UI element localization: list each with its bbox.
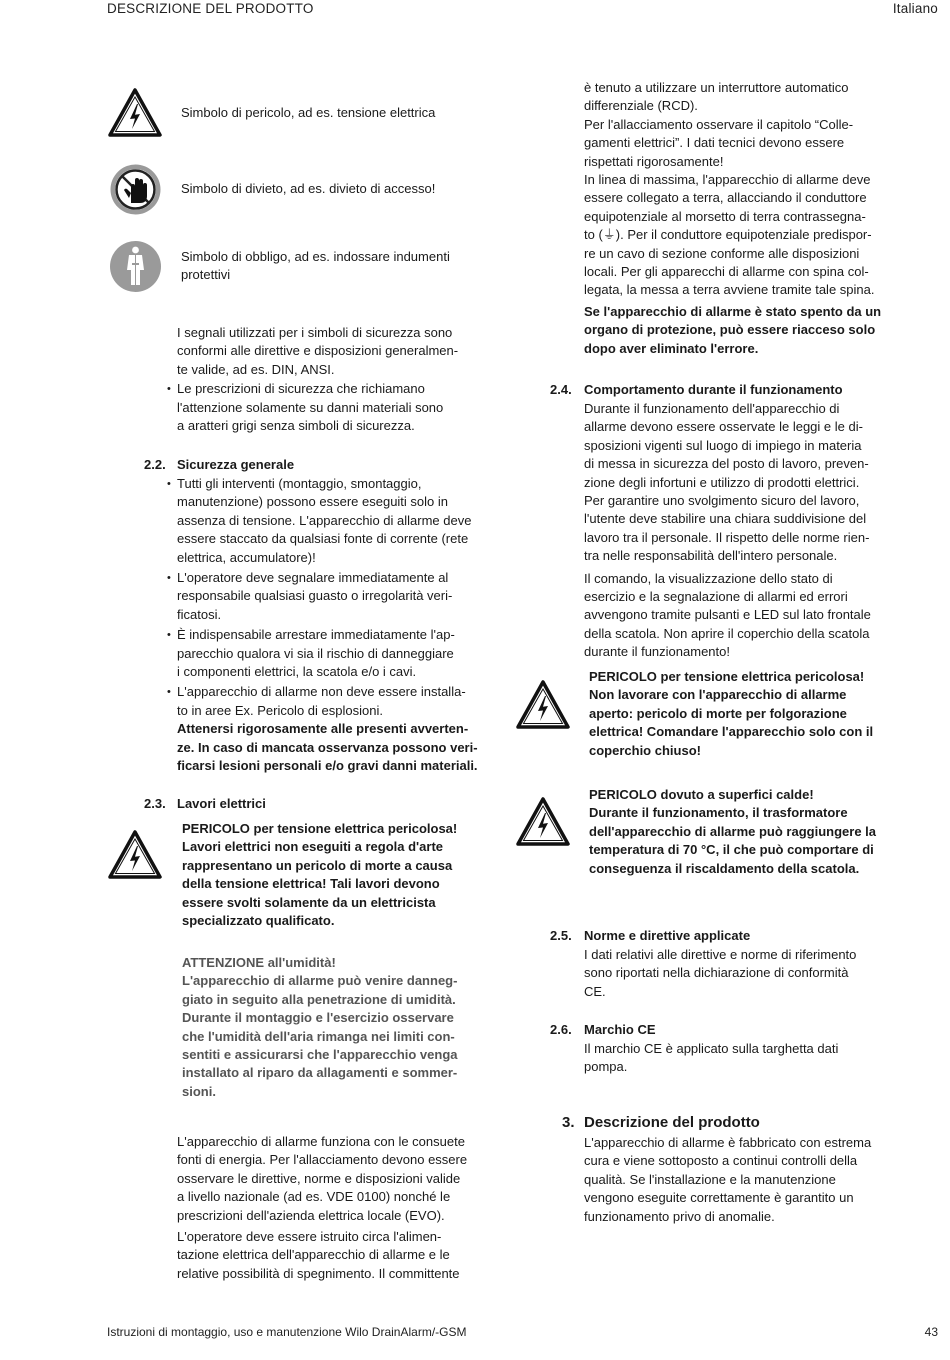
running-header-section: DESCRIZIONE DEL PRODOTTO [107, 1, 314, 16]
electrical-danger-warning-icon [516, 680, 570, 730]
danger-symbol-caption: Simbolo di pericolo, ad es. tensione elettrica [181, 105, 436, 120]
section-title-marchio-ce: Marchio CE [584, 1022, 656, 1037]
standards-paragraph: I dati relativi alle direttive e norme di riferimento sono riportati nella dichiarazione di conformità CE. [584, 947, 857, 999]
list-item: • È indispensabile arrestare immediatamente l'ap- parecchio qualora vi sia il rischio di danneggiare i componenti elettrici, la scatola e/o i cavi. [177, 626, 497, 681]
running-header-language: Italiano [892, 1, 938, 16]
electrical-work-continuation: è tenuto a utilizzare un interruttore automatico differenziale (RCD). Per l'allacciamento osservare il capitolo “Colle- gamenti elettrici”. I dati tecnici devono essere rispettati rigorosamente! In linea di massima, l'apparecchio di allarme deve essere collegato a terra, allacciando il conduttore equipotenziale al morsetto di terra contrassegna- to (⏚). Per il conduttore equipotenziale predispor- re un cavo di sezione conforme alle disposizioni locali. Per gli apparecchi di allarme con spina col- legata, la messa a terra avviene tramite tale spina. Se l'apparecchio di allarme è stato spento da un organo di protezione, può essere riacceso solo dopo aver eliminato l'errore. [584, 79, 914, 358]
general-safety-warning: Attenersi rigorosamente alle presenti avverten- ze. In caso di mancata osservanza possono veri- ficarsi lesioni personali e/o gravi danni materiali. [177, 721, 478, 774]
section-title-comportamento: Comportamento durante il funzionamento [584, 382, 843, 397]
humidity-caution-notice: ATTENZIONE all'umidità! L'apparecchio di allarme può venire danneg- giato in seguito alla penetrazione di umidità. Durante il montaggio e l'esercizio osservare che l'umidità dell'aria rimanga nei limiti con- sentiti e assicurarsi che l'apparecchio venga installato al riparo da allagamenti e sommer- sioni. [182, 955, 458, 1099]
operation-behaviour-paragraphs: Durante il funzionamento dell'apparecchio di allarme devono essere osservate le leggi e le di- sposizioni vigenti sul luogo di impiego in materia di messa in sicurezza del posto di lavoro, preven- zione degli infortuni e utilizzo di prodotti elettrici. Per garantire uno svolgimento sicuro del lavoro, l'utente deve stabilire una chiara suddivisione del lavoro tra il personale. Il rispetto delle norme rien- tra nelle responsabilità dell'intero personale. Il comando, la visualizzazione dello stato di esercizio e la segnalazione di allarmi ed errori avvengono tramite pulsanti e LED sul lato frontale della scatola. Non aprire il coperchio della scatola durante il funzionamento! [584, 401, 871, 660]
section-number-2-4: 2.4. [550, 382, 572, 397]
safety-signs-paragraph: I segnali utilizzati per i simboli di sicurezza sono conformi alle direttive e disposizioni generalmen- te valide, ad es. DIN, ANSI. • Le prescrizioni di sicurezza che richiamano l'attenzione solamente su danni materiali sono a aratteri grigi senza simboli di sicurezza. [177, 324, 497, 437]
mandatory-symbol-caption-line1: Simbolo di obbligo, ad es. indossare indumenti [181, 249, 450, 264]
prohibition-symbol-caption: Simbolo di divieto, ad es. divieto di accesso! [181, 181, 436, 196]
electrical-danger-warning-icon [108, 830, 162, 880]
section-number-2-5: 2.5. [550, 928, 572, 943]
ce-mark-paragraph: Il marchio CE è applicato sulla targhetta dati pompa. [584, 1041, 839, 1075]
section-title-norme: Norme e direttive applicate [584, 928, 751, 943]
section-number-2-6: 2.6. [550, 1022, 572, 1037]
page-number: 43 [924, 1325, 938, 1339]
section-title-descrizione: Descrizione del prodotto [584, 1114, 760, 1131]
mandatory-symbol-caption-line2: protettivi [181, 267, 231, 283]
section-title-sicurezza-generale: Sicurezza generale [177, 457, 295, 472]
protection-reset-note: Se l'apparecchio di allarme è stato spento da un organo di protezione, può essere riacceso solo dopo aver eliminato l'errore. [584, 303, 882, 356]
electrical-danger-warning-icon [108, 88, 162, 138]
list-item: • Tutti gli interventi (montaggio, smontaggio, manutenzione) possono essere eseguiti solo in assenza di tensione. L'apparecchio di allarme deve essere staccato da qualsiasi fonte di corrente (rete elettrica, accumulatore)! [177, 475, 497, 567]
footer-manual-title: Istruzioni di montaggio, uso e manutenzione Wilo DrainAlarm/-GSM [107, 1325, 467, 1339]
section-title-lavori-elettrici: Lavori elettrici [177, 796, 266, 811]
product-description-paragraph: L'apparecchio di allarme è fabbricato con estrema cura e viene sottoposto a continui controlli della qualità. Se l'installazione e la manutenzione vengono eseguite correttamente è garantito un funzionamento privo di anomalie. [584, 1135, 872, 1224]
section-number-3: 3. [562, 1114, 575, 1131]
hot-surface-danger-notice: PERICOLO dovuto a superfici calde! Durante il funzionamento, il trasformatore dell'apparecchio di allarme può raggiungere la temperatura di 70 °C, il che può comportare di conseguenza il riscaldamento della scatola. [589, 787, 877, 876]
electrical-danger-warning-icon [516, 797, 570, 847]
section-number-2-3: 2.3. [144, 796, 166, 811]
list-item: • Le prescrizioni di sicurezza che richiamano l'attenzione solamente su danni materiali sono a aratteri grigi senza simboli di sicurezza. [177, 380, 497, 435]
electrical-danger-notice: PERICOLO per tensione elettrica pericolosa! Lavori elettrici non eseguiti a regola d'arte rappresentano un pericolo di morte a causa della tensione elettrica! Tali lavori devono essere svolti solamente da un elettricista specializzato qualificato. [182, 821, 458, 929]
section-number-2-2: 2.2. [144, 457, 166, 472]
list-item: • L'apparecchio di allarme non deve essere installa- to in aree Ex. Pericolo di esplosioni. [177, 683, 497, 720]
power-supply-paragraph: L'apparecchio di allarme funziona con le consuete fonti di energia. Per l'allacciamento devono essere osservare le direttive, norme e disposizioni valide a livello nazionale (ad es. VDE 0100) nonché le prescrizioni dell'azienda elettrica locale (EVO). L'operatore deve essere istruito circa l'alimen- tazione elettrica dell'apparecchio di allarme e le relative possibilità di spegnimento. Il committente [177, 1134, 468, 1281]
list-item: • L'operatore deve segnalare immediatamente al responsabile qualsiasi guasto o irregolarità veri- ficatosi. [177, 569, 497, 624]
protective-clothing-mandatory-icon [109, 240, 162, 293]
no-access-prohibition-icon [109, 163, 162, 216]
general-safety-list [177, 475, 497, 776]
open-housing-danger-notice: PERICOLO per tensione elettrica pericolosa! Non lavorare con l'apparecchio di allarme aperto: pericolo di morte per folgorazione elettrica! Comandare l'apparecchio solo con il coperchio chiuso! [589, 669, 874, 758]
